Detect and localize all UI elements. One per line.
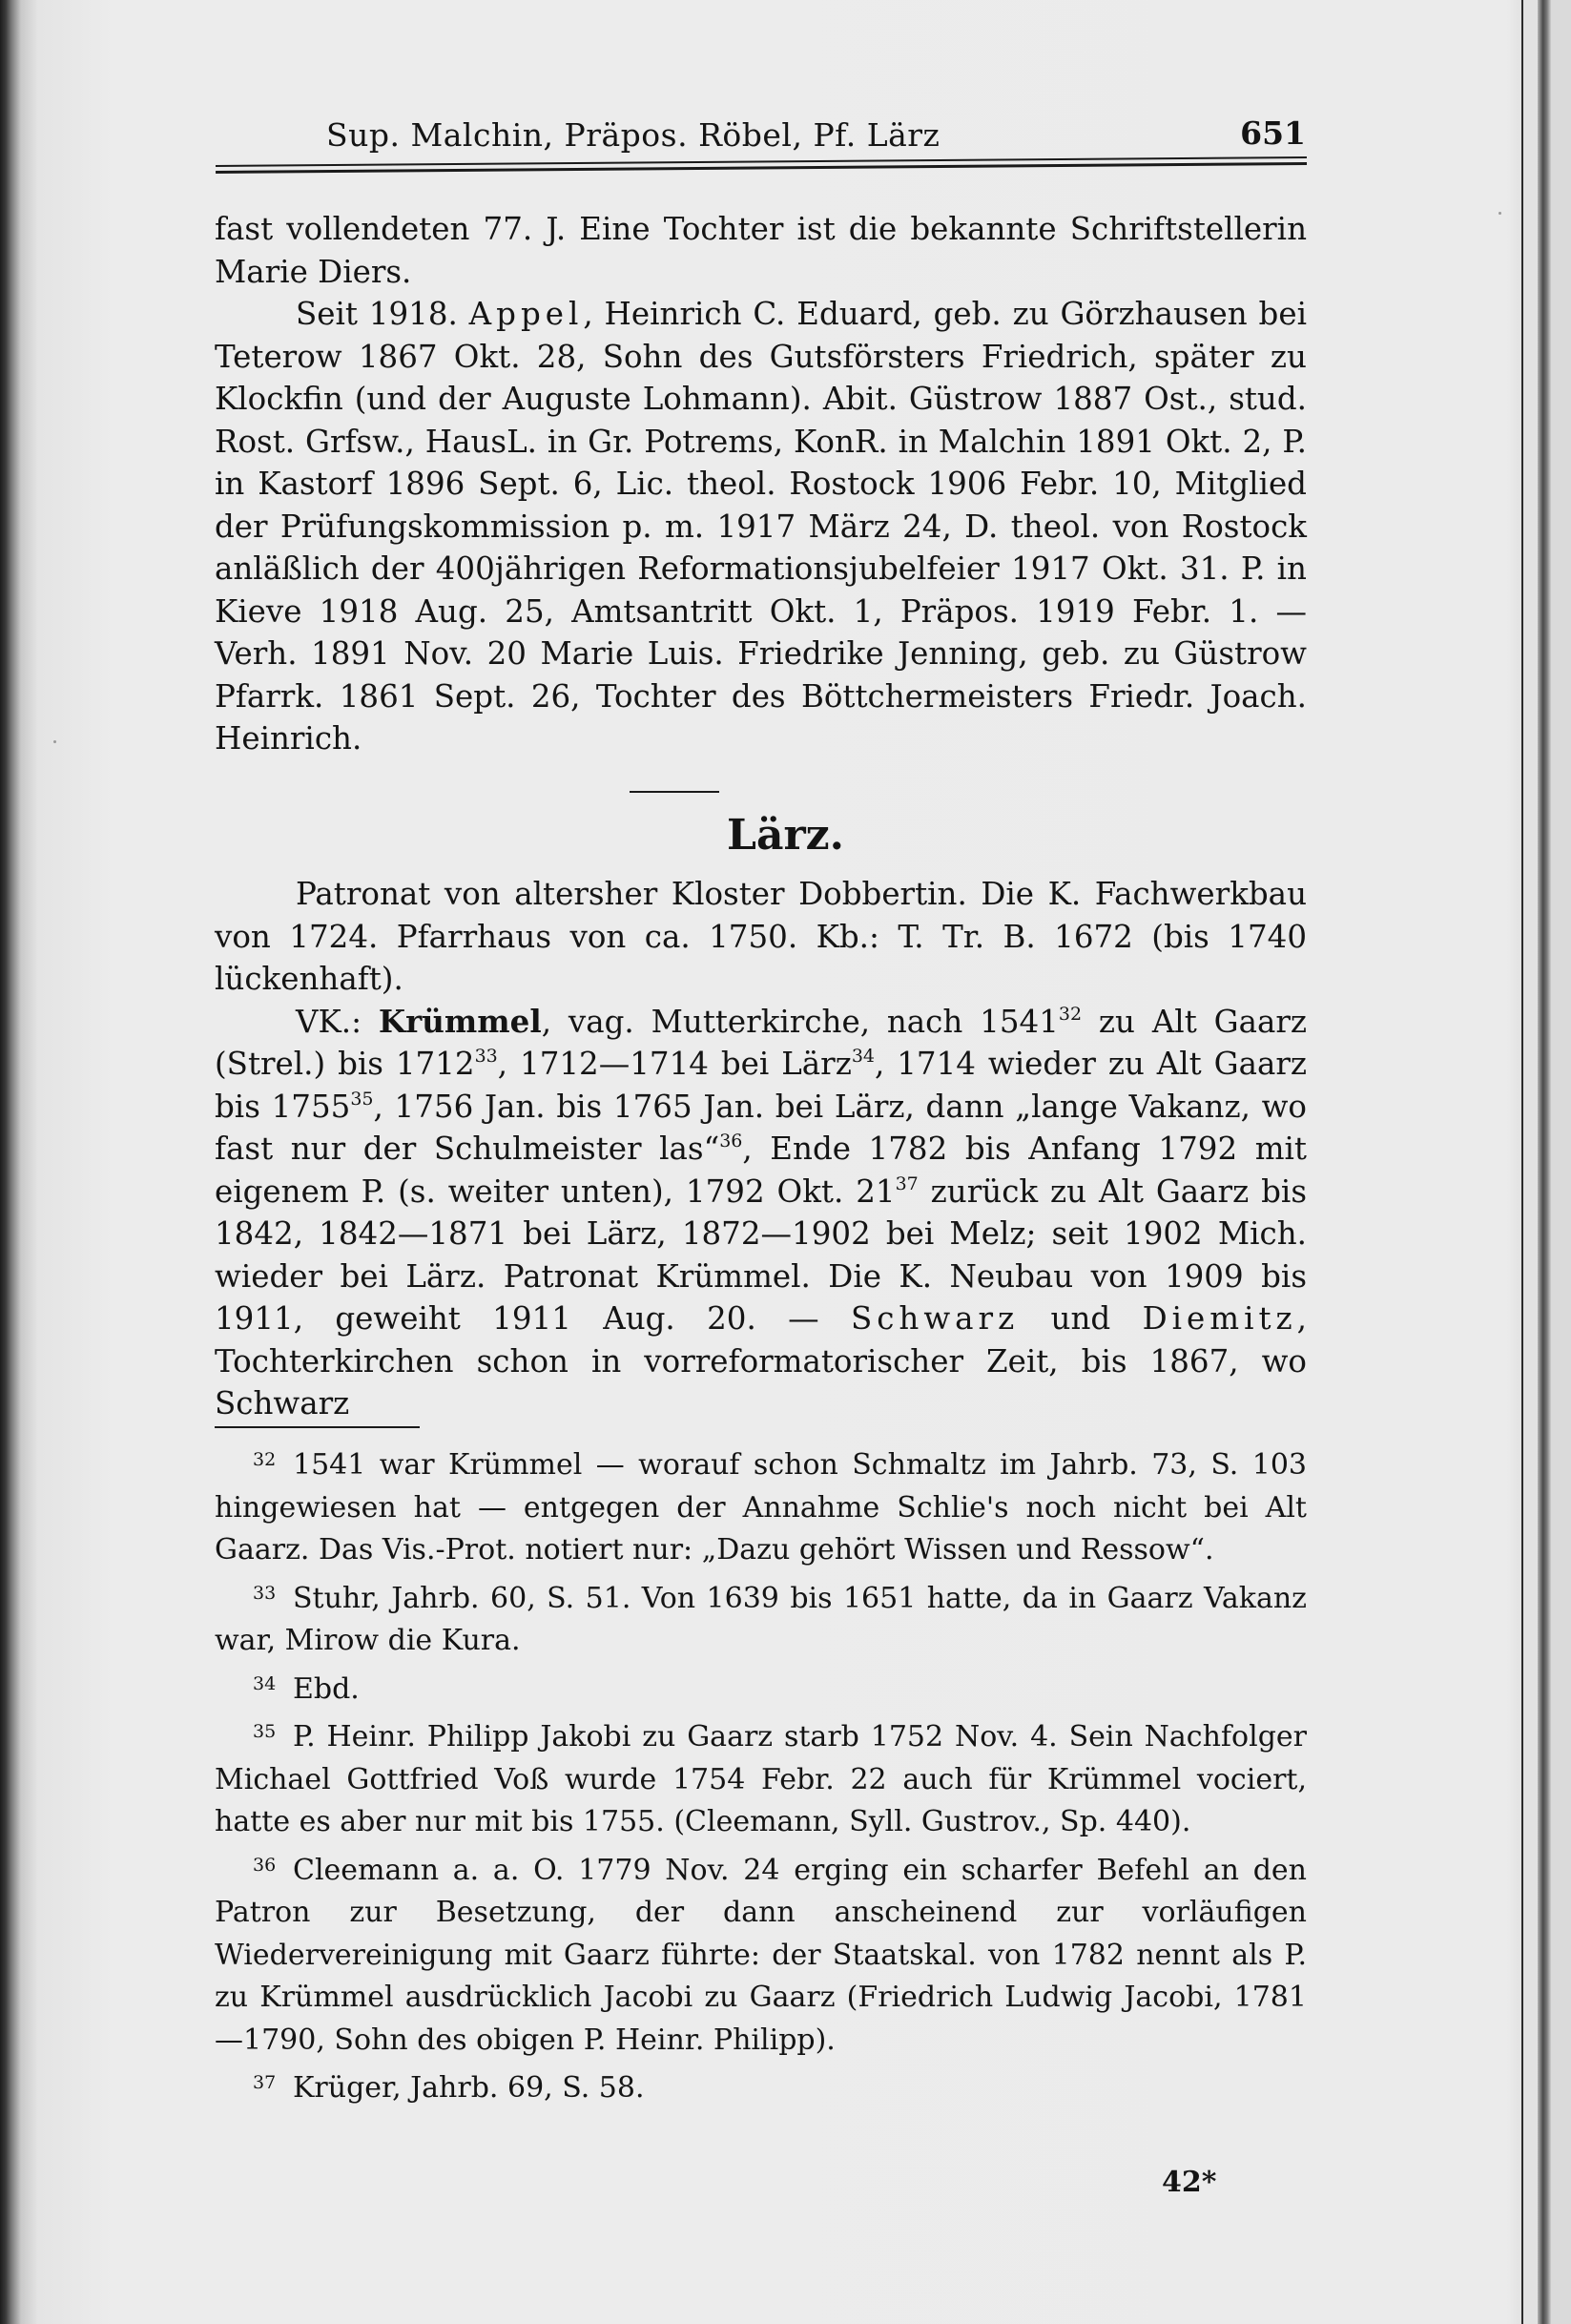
page-header	[217, 113, 1306, 160]
section-divider	[630, 791, 719, 793]
page-number: 651	[1240, 114, 1306, 152]
entry-appel	[215, 293, 1307, 760]
footnote-ref[interactable]: 35	[350, 1088, 374, 1110]
vk-place: Krümmel	[378, 1002, 542, 1040]
footnote-ref[interactable]: 33	[474, 1046, 498, 1067]
vk-text: , vag. Mutterkirche, nach 1541	[541, 1003, 1059, 1040]
footnotes	[215, 1439, 1307, 2110]
continuation-paragraph: fast vollendeten 77. J. Eine Tochter ist die bekannte Schriftstellerin Marie Diers.	[215, 211, 1307, 290]
footnote-text: 1541 war Krümmel — worauf schon Schmaltz im Jahrb. 73, S. 103 hingewiesen hat — entgegen der Annahme Schlie's noch nicht bei Alt Gaarz. Das Vis.-Prot. notiert nur: „Dazu gehört Wissen und Ressow“.	[215, 1448, 1307, 1567]
footnote-text: Ebd.	[293, 1671, 360, 1706]
footnote-number: 32	[253, 1449, 277, 1470]
footnote-text: Stuhr, Jahrb. 60, S. 51. Von 1639 bis 1651 hatte, da in Gaarz Vakanz war, Mirow die Kura.	[215, 1581, 1307, 1657]
footnote-ref[interactable]: 37	[895, 1172, 919, 1194]
page-margin-right	[1551, 0, 1571, 2324]
footnote-37	[215, 2062, 1307, 2110]
footnote-ref[interactable]: 32	[1058, 1003, 1083, 1025]
footnote-number: 34	[253, 1672, 277, 1694]
footnote-number: 37	[253, 2072, 277, 2093]
footnote-33	[215, 1572, 1307, 1663]
main-text-lower	[215, 873, 1307, 1425]
footnote-ref[interactable]: 34	[851, 1046, 876, 1067]
main-text-upper	[215, 208, 1307, 760]
paper-speck	[1499, 212, 1501, 215]
place-schwarz: Schwarz	[850, 1300, 1020, 1337]
footnote-text: P. Heinr. Philipp Jakobi zu Gaarz starb 1752 Nov. 4. Sein Nachfolger Michael Gottfried Voß wurde 1754 Febr. 22 auch für Krümmel vociert, hatte es aber nur mit bis 1755. (Cleemann, Syll. Gustrov., Sp. 440).	[215, 1720, 1307, 1838]
patronat-paragraph: Patronat von altersher Kloster Dobbertin. Die K. Fachwerkbau von 1724. Pfarrhaus von ca. 1750. Kb.: T. Tr. B. 1672 (bis 1740 lückenhaft).	[215, 876, 1307, 997]
vk-text: zurück zu Alt Gaarz bis 1842, 1842—1871 bei Lärz, 1872—1902 bei Melz; seit 1902 Mich. wieder bei Lärz. Patronat Krümmel. Die K. Neubau von 1909 bis 1911, geweiht 1911 Aug. 20. —	[215, 1172, 1307, 1337]
footnote-ref[interactable]: 36	[719, 1131, 743, 1152]
section-title: Lärz.	[727, 811, 844, 860]
vk-text: zu Alt Gaarz (Strel.) bis 1712	[215, 1003, 1307, 1082]
entry-lead: Seit 1918.	[296, 296, 458, 332]
footnote-32	[215, 1439, 1307, 1572]
paper-speck	[53, 740, 56, 743]
entry-name: Appel	[468, 296, 584, 332]
footnote-36	[215, 1844, 1307, 2063]
vk-paragraph	[215, 1001, 1307, 1425]
vk-text: und	[1019, 1300, 1143, 1337]
footnote-number: 36	[253, 1854, 277, 1876]
footnote-number: 33	[253, 1582, 277, 1604]
footnote-text: Cleemann a. a. O. 1779 Nov. 24 erging ein scharfer Befehl an den Patron zur Besetzung, der dann anscheinend zur vorläufigen Wiedervereinigung mit Gaarz führte: der Staatskal. von 1782 nennt als P. zu Krümmel ausdrücklich Jacobi zu Gaarz (Friedrich Ludwig Jacobi, 1781—1790, Sohn des obigen P. Heinr. Philipp).	[215, 1853, 1307, 2057]
vk-text: , Ende 1782 bis Anfang 1792 mit eigenem P. (s. weiter unten), 1792 Okt. 21	[215, 1131, 1307, 1210]
running-title: Sup. Malchin, Präpos. Röbel, Pf. Lärz	[326, 116, 941, 154]
binding-shadow	[1538, 0, 1551, 2324]
vk-lead: VK.:	[296, 1003, 362, 1040]
entry-body: , Heinrich C. Eduard, geb. zu Görzhausen bei Teterow 1867 Okt. 28, Sohn des Gutsförsters Friedrich, später zu Klockfin (und der Auguste Lohmann). Abit. Güstrow 1887 Ost., stud. Rost. Grfsw., HausL. in Gr. Potrems, KonR. in Malchin 1891 Okt. 2, P. in Kastorf 1896 Sept. 6, Lic. theol. Rostock 1906 Febr. 10, Mitglied der Prüfungskommission p. m. 1917 März 24, D. theol. von Rostock anläßlich der 400jährigen Reformationsjubelfeier 1917 Okt. 31. P. in Kieve 1918 Aug. 25, Amtsantritt Okt. 1, Präpos. 1919 Febr. 1. — Verh. 1891 Nov. 20 Marie Luis. Friedrike Jenning, geb. zu Güstrow Pfarrk. 1861 Sept. 26, Tochter des Böttchermeisters Friedr. Joach. Heinrich.	[215, 296, 1307, 757]
printer-signature-mark: 42*	[1162, 2166, 1217, 2199]
footnote-35	[215, 1711, 1307, 1844]
vk-text: , 1714 wieder zu Alt Gaarz bis 1755	[215, 1046, 1307, 1125]
vk-text: , Tochterkirchen schon in vorreformatorischer Zeit, bis 1867, wo Schwarz	[215, 1300, 1307, 1421]
place-diemitz: Diemitz	[1142, 1300, 1297, 1337]
footnote-text: Krüger, Jahrb. 69, S. 58.	[293, 2071, 645, 2105]
vk-text: , 1712—1714 bei Lärz	[497, 1046, 852, 1082]
footnote-34	[215, 1663, 1307, 1712]
footnote-number: 35	[253, 1721, 277, 1742]
vk-text: , 1756 Jan. bis 1765 Jan. bei Lärz, dann „lange Vakanz, wo fast nur der Schulmeister las“	[215, 1088, 1308, 1167]
page-edge-line	[1521, 0, 1523, 2324]
footnote-separator	[215, 1426, 420, 1428]
